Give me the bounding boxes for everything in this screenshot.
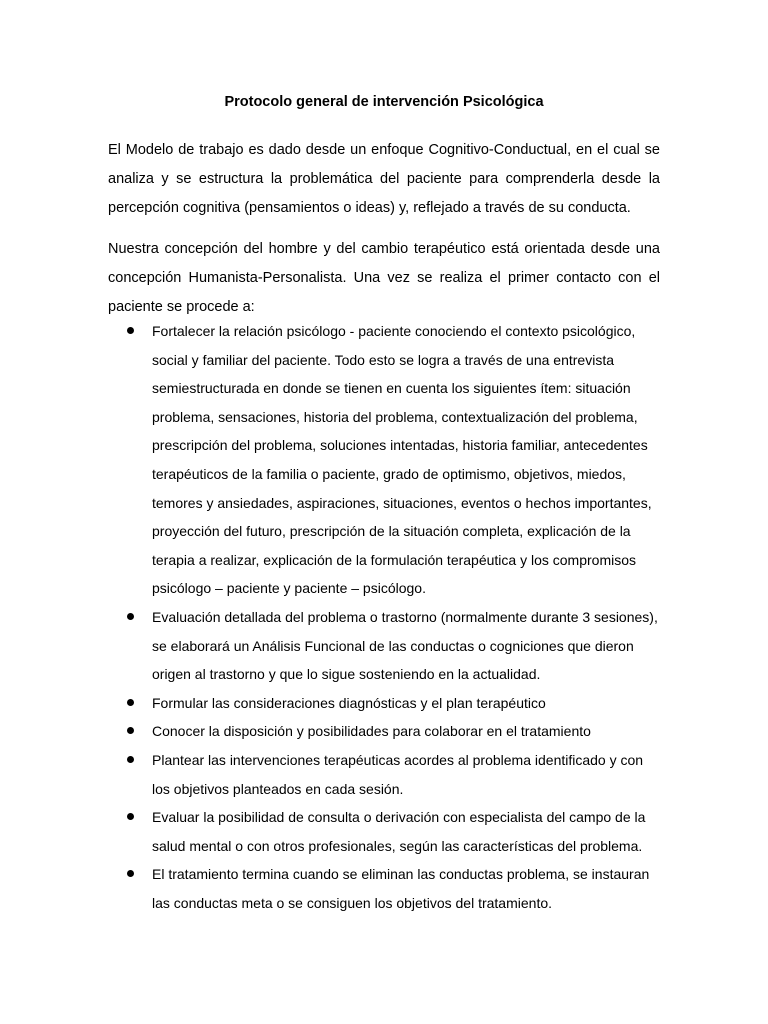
list-item-text: Evaluación detallada del problema o trastorno (normalmente durante 3 sesiones), se elaborará un Análisis Funcional de las conductas o cogniciones que dieron origen al trastorno y que lo sigue sosteniendo en la actualidad. <box>152 608 658 683</box>
bullet-icon <box>127 327 134 334</box>
bullet-icon <box>127 699 134 706</box>
bullet-icon <box>127 870 134 877</box>
list-item <box>0 689 660 718</box>
bullet-icon <box>127 727 134 734</box>
list-item-text: Plantear las intervenciones terapéuticas acordes al problema identificado y con los objetivos planteados en cada sesión. <box>152 751 644 797</box>
bullet-icon <box>127 613 134 620</box>
paragraph-conception: Nuestra concepción del hombre y del cambio terapéutico está orientada desde una concepción Humanista-Personalista. Una vez se realiza el primer contacto con el paciente se procede a: <box>108 240 660 315</box>
list-item <box>0 860 660 917</box>
bullet-icon <box>127 756 134 763</box>
procedure-list <box>0 317 768 917</box>
bullet-icon <box>127 813 134 820</box>
paragraph-model: El Modelo de trabajo es dado desde un enfoque Cognitivo-Conductual, en el cual se analiza y se estructura la problemática del paciente para comprenderla desde la percepción cognitiva (pensamientos o ideas) y, reflejado a través de su conducta. <box>108 141 660 216</box>
list-item-text: El tratamiento termina cuando se eliminan las conductas problema, se instauran las conductas meta o se consiguen los objetivos del tratamiento. <box>152 866 650 911</box>
list-item-text: Evaluar la posibilidad de consulta o derivación con especialista del campo de la salud mental o con otros profesionales, según las características del problema. <box>152 809 646 854</box>
list-item-text: Fortalecer la relación psicólogo - paciente conociendo el contexto psicológico, social y familiar del paciente. Todo esto se logra a través de una entrevista semiestructurada en donde se tienen en cuenta los siguientes ítem: situación problema, sensaciones, historia del problema, contextualización del problema, prescripción del problema, soluciones intentadas, historia familiar, antecedentes terapéuticos de la familia o paciente, grado de optimismo, objetivos, miedos, temores y ansiedades, aspiraciones, situaciones, eventos o hechos importantes, proyección del futuro, prescripción de la situación completa, explicación de la terapia a realizar, explicación de la formulación terapéutica y los compromisos psicólogo – paciente y paciente – psicólogo. <box>152 323 652 597</box>
list-item <box>0 603 660 689</box>
list-item <box>0 803 660 860</box>
list-item <box>0 746 660 803</box>
list-item-text: Conocer la disposición y posibilidades para colaborar en el tratamiento <box>152 723 591 740</box>
list-item <box>0 317 660 603</box>
list-item <box>0 717 660 746</box>
list-item-text: Formular las consideraciones diagnósticas y el plan terapéutico <box>152 694 546 711</box>
document-title: Protocolo general de intervención Psicológica <box>224 94 544 110</box>
